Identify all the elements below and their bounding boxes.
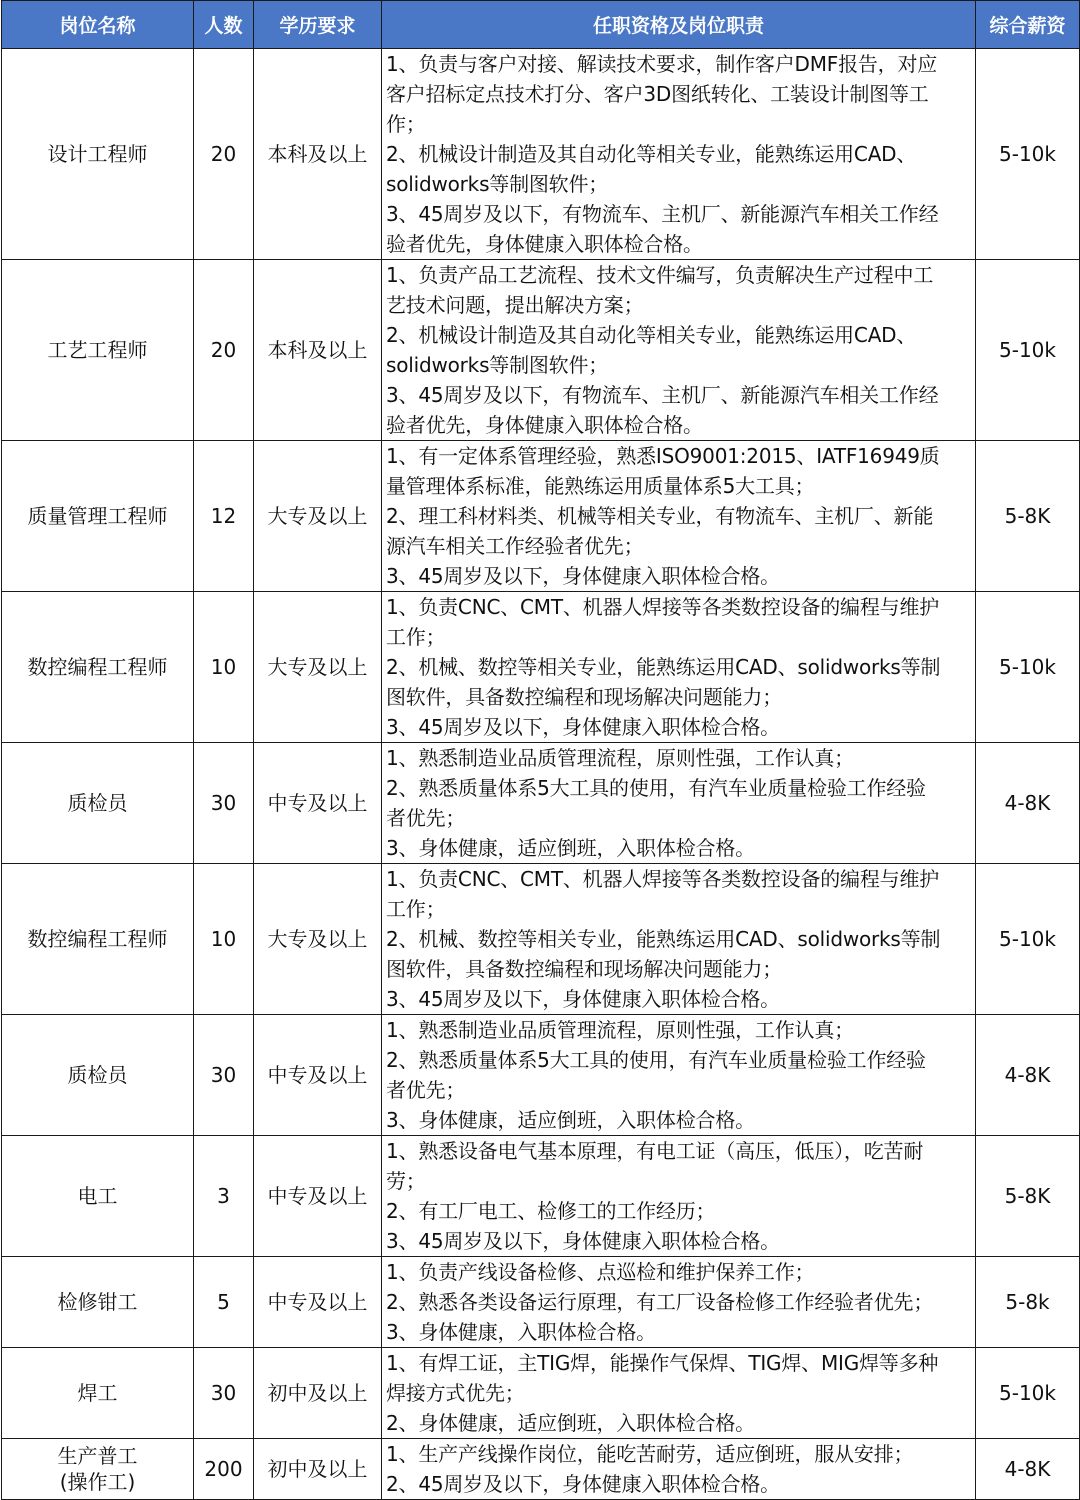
education-cell: 本科及以上 bbox=[254, 49, 382, 260]
header-headcount: 人数 bbox=[194, 1, 254, 49]
duty-line: 图软件，具备数控编程和现场解决问题能力； bbox=[386, 957, 782, 981]
position-name-cell bbox=[2, 1257, 194, 1348]
duties-cell bbox=[382, 49, 976, 260]
duty-line: 3、45周岁及以下，有物流车、主机厂、新能源汽车相关工作经 bbox=[386, 202, 939, 226]
headcount-cell: 12 bbox=[194, 441, 254, 592]
duty-line: 工作； bbox=[386, 897, 446, 921]
duties-cell bbox=[382, 1348, 976, 1439]
duty-line: 3、身体健康，入职体检合格。 bbox=[386, 1320, 656, 1344]
table-row bbox=[2, 49, 1080, 260]
position-name-cell bbox=[2, 441, 194, 592]
salary-cell: 4-8K bbox=[976, 1015, 1080, 1136]
position-name: 质检员 bbox=[67, 791, 128, 815]
position-name-cell bbox=[2, 1136, 194, 1257]
headcount-cell: 10 bbox=[194, 864, 254, 1015]
duty-line: 2、理工科材料类、机械等相关专业，有物流车、主机厂、新能 bbox=[386, 504, 934, 528]
duties-cell bbox=[382, 260, 976, 441]
duty-line: 2、45周岁及以下，身体健康入职体检合格。 bbox=[386, 1472, 780, 1496]
job-listing-table bbox=[1, 0, 1080, 1500]
duty-line: 2、熟悉质量体系5大工具的使用，有汽车业质量检验工作经验 bbox=[386, 776, 926, 800]
position-name-cell bbox=[2, 1015, 194, 1136]
duty-line: 3、45周岁及以下，身体健康入职体检合格。 bbox=[386, 564, 780, 588]
salary-cell: 5-10k bbox=[976, 49, 1080, 260]
duty-line: solidworks等制图软件； bbox=[386, 353, 609, 377]
headcount-cell: 30 bbox=[194, 1348, 254, 1439]
education-cell: 本科及以上 bbox=[254, 260, 382, 441]
duties-cell bbox=[382, 441, 976, 592]
duty-line: 客户招标定点技术打分、客户3D图纸转化、工装设计制图等工 bbox=[386, 82, 929, 106]
salary-cell: 5-10k bbox=[976, 592, 1080, 743]
position-name: 生产普工 bbox=[57, 1444, 138, 1468]
education-cell: 大专及以上 bbox=[254, 592, 382, 743]
duty-line: 3、45周岁及以下，身体健康入职体检合格。 bbox=[386, 987, 780, 1011]
headcount-cell: 30 bbox=[194, 1015, 254, 1136]
education-cell: 中专及以上 bbox=[254, 743, 382, 864]
duty-line: 3、45周岁及以下，身体健康入职体检合格。 bbox=[386, 1229, 780, 1253]
education-cell: 大专及以上 bbox=[254, 864, 382, 1015]
duty-line: 量管理体系标准，能熟练运用质量体系5大工具； bbox=[386, 474, 815, 498]
table-row bbox=[2, 441, 1080, 592]
position-name-cell bbox=[2, 592, 194, 743]
duty-line: 3、身体健康，适应倒班，入职体检合格。 bbox=[386, 1108, 755, 1132]
duty-line: 图软件，具备数控编程和现场解决问题能力； bbox=[386, 685, 782, 709]
table-row bbox=[2, 592, 1080, 743]
position-name-cell bbox=[2, 864, 194, 1015]
header-education: 学历要求 bbox=[254, 1, 382, 49]
header-position-name: 岗位名称 bbox=[2, 1, 194, 49]
duty-line: 1、熟悉制造业品质管理流程，原则性强，工作认真； bbox=[386, 746, 854, 770]
duty-line: 2、有工厂电工、检修工的工作经历； bbox=[386, 1199, 716, 1223]
salary-cell: 5-10k bbox=[976, 1348, 1080, 1439]
header-salary: 综合薪资 bbox=[976, 1, 1080, 49]
duty-line: 工作； bbox=[386, 625, 446, 649]
table-row bbox=[2, 260, 1080, 441]
duty-line: 1、负责CNC、CMT、机器人焊接等各类数控设备的编程与维护 bbox=[386, 867, 940, 891]
duty-line: 劳； bbox=[386, 1169, 426, 1193]
table-row bbox=[2, 743, 1080, 864]
table-row bbox=[2, 1257, 1080, 1348]
position-name: 质检员 bbox=[67, 1063, 128, 1087]
duty-line: 2、身体健康，适应倒班，入职体检合格。 bbox=[386, 1411, 755, 1435]
duties-cell bbox=[382, 592, 976, 743]
position-name: 数控编程工程师 bbox=[27, 927, 168, 951]
position-name-cell bbox=[2, 743, 194, 864]
salary-cell: 4-8K bbox=[976, 743, 1080, 864]
duty-line: 1、负责与客户对接、解读技术要求，制作客户DMF报告，对应 bbox=[386, 52, 938, 76]
duties-cell bbox=[382, 864, 976, 1015]
headcount-cell: 200 bbox=[194, 1439, 254, 1500]
headcount-cell: 30 bbox=[194, 743, 254, 864]
education-cell: 初中及以上 bbox=[254, 1439, 382, 1500]
duty-line: 3、45周岁及以下，有物流车、主机厂、新能源汽车相关工作经 bbox=[386, 383, 939, 407]
duty-line: 1、生产产线操作岗位，能吃苦耐劳，适应倒班，服从安排； bbox=[386, 1442, 914, 1466]
duties-cell bbox=[382, 743, 976, 864]
table-row bbox=[2, 864, 1080, 1015]
duties-cell bbox=[382, 1136, 976, 1257]
duty-line: 1、有一定体系管理经验，熟悉ISO9001:2015、IATF16949质 bbox=[386, 444, 940, 468]
position-name: (操作工) bbox=[59, 1470, 136, 1494]
duty-line: 焊接方式优先； bbox=[386, 1381, 525, 1405]
duty-line: 1、熟悉制造业品质管理流程，原则性强，工作认真； bbox=[386, 1018, 854, 1042]
table-row bbox=[2, 1439, 1080, 1500]
duty-line: 3、身体健康，适应倒班，入职体检合格。 bbox=[386, 836, 755, 860]
duty-line: solidworks等制图软件； bbox=[386, 172, 609, 196]
table-row bbox=[2, 1136, 1080, 1257]
duty-line: 2、机械、数控等相关专业，能熟练运用CAD、solidworks等制 bbox=[386, 927, 941, 951]
position-name-cell bbox=[2, 260, 194, 441]
salary-cell: 5-10k bbox=[976, 260, 1080, 441]
duty-line: 1、熟悉设备电气基本原理，有电工证（高压，低压），吃苦耐 bbox=[386, 1139, 924, 1163]
duty-line: 艺技术问题，提出解决方案； bbox=[386, 293, 644, 317]
duties-cell bbox=[382, 1015, 976, 1136]
position-name: 检修钳工 bbox=[57, 1290, 138, 1314]
table-row bbox=[2, 1348, 1080, 1439]
headcount-cell: 10 bbox=[194, 592, 254, 743]
position-name: 工艺工程师 bbox=[47, 338, 148, 362]
duty-line: 1、有焊工证，主TIG焊，能操作气保焊、TIG焊、MIG焊等多种 bbox=[386, 1351, 939, 1375]
duty-line: 1、负责产线设备检修、点巡检和维护保养工作； bbox=[386, 1260, 815, 1284]
header-duties: 任职资格及岗位职责 bbox=[382, 1, 976, 49]
headcount-cell: 20 bbox=[194, 260, 254, 441]
salary-cell: 4-8K bbox=[976, 1439, 1080, 1500]
header-row bbox=[2, 1, 1080, 49]
duty-line: 2、机械设计制造及其自动化等相关专业，能熟练运用CAD、 bbox=[386, 323, 917, 347]
duty-line: 源汽车相关工作经验者优先； bbox=[386, 534, 644, 558]
headcount-cell: 20 bbox=[194, 49, 254, 260]
position-name: 质量管理工程师 bbox=[27, 504, 168, 528]
position-name: 数控编程工程师 bbox=[27, 655, 168, 679]
duties-cell bbox=[382, 1257, 976, 1348]
duty-line: 2、熟悉质量体系5大工具的使用，有汽车业质量检验工作经验 bbox=[386, 1048, 926, 1072]
duty-line: 者优先； bbox=[386, 1078, 466, 1102]
education-cell: 中专及以上 bbox=[254, 1015, 382, 1136]
duty-line: 2、机械设计制造及其自动化等相关专业，能熟练运用CAD、 bbox=[386, 142, 917, 166]
position-name-cell bbox=[2, 1348, 194, 1439]
education-cell: 大专及以上 bbox=[254, 441, 382, 592]
duty-line: 作； bbox=[386, 112, 426, 136]
position-name: 焊工 bbox=[77, 1381, 118, 1405]
headcount-cell: 3 bbox=[194, 1136, 254, 1257]
duty-line: 1、负责产品工艺流程、技术文件编写，负责解决生产过程中工 bbox=[386, 263, 934, 287]
table-row bbox=[2, 1015, 1080, 1136]
position-name: 设计工程师 bbox=[47, 142, 148, 166]
salary-cell: 5-10k bbox=[976, 864, 1080, 1015]
duty-line: 1、负责CNC、CMT、机器人焊接等各类数控设备的编程与维护 bbox=[386, 595, 940, 619]
duty-line: 3、45周岁及以下，身体健康入职体检合格。 bbox=[386, 715, 780, 739]
education-cell: 中专及以上 bbox=[254, 1136, 382, 1257]
salary-cell: 5-8K bbox=[976, 441, 1080, 592]
salary-cell: 5-8k bbox=[976, 1257, 1080, 1348]
headcount-cell: 5 bbox=[194, 1257, 254, 1348]
duties-cell bbox=[382, 1439, 976, 1500]
education-cell: 中专及以上 bbox=[254, 1257, 382, 1348]
position-name-cell bbox=[2, 49, 194, 260]
duty-line: 验者优先，身体健康入职体检合格。 bbox=[386, 232, 703, 256]
duty-line: 2、熟悉各类设备运行原理，有工厂设备检修工作经验者优先； bbox=[386, 1290, 934, 1314]
position-name: 电工 bbox=[77, 1184, 118, 1208]
position-name-cell bbox=[2, 1439, 194, 1500]
duty-line: 者优先； bbox=[386, 806, 466, 830]
duty-line: 验者优先，身体健康入职体检合格。 bbox=[386, 413, 703, 437]
duty-line: 2、机械、数控等相关专业，能熟练运用CAD、solidworks等制 bbox=[386, 655, 941, 679]
education-cell: 初中及以上 bbox=[254, 1348, 382, 1439]
table-body bbox=[2, 49, 1080, 1500]
salary-cell: 5-8K bbox=[976, 1136, 1080, 1257]
